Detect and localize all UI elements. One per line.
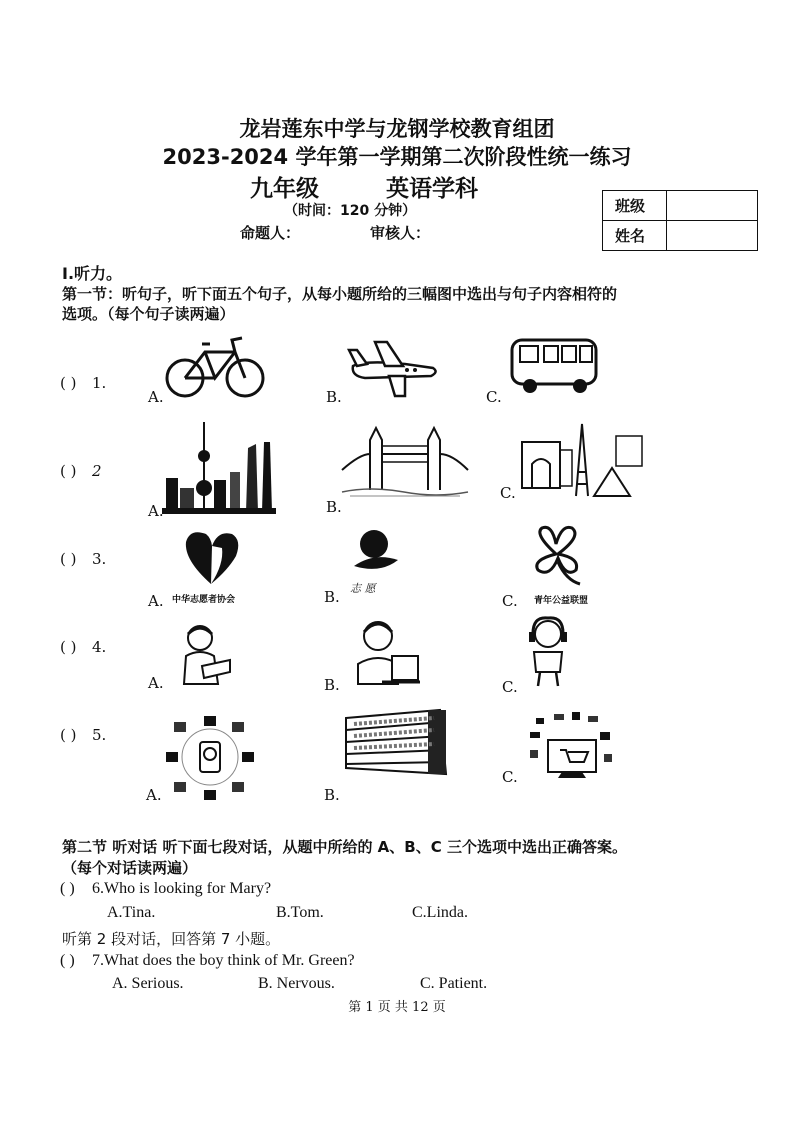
part2-instruction-2: （每个对话读两遍） (62, 859, 198, 877)
boy-headphones-picture[interactable] (524, 616, 574, 688)
bicycle-picture[interactable] (160, 330, 270, 400)
supermarket-shelves-picture[interactable] (344, 708, 448, 778)
bus-picture[interactable] (506, 334, 601, 396)
option-b: B. (326, 388, 342, 406)
shanghai-skyline-picture[interactable] (160, 418, 278, 516)
q7-option-a: A. Serious. (112, 975, 184, 992)
q6-option-a: A.Tina. (107, 904, 156, 921)
part1-instruction: 第一节：听句子，听下面五个句子，从每小题所给的三幅图中选出与句子内容相符的 (62, 285, 618, 303)
option-a: A. (148, 388, 164, 406)
option-a: A. (148, 592, 164, 610)
school-title: 龙岩莲东中学与龙钢学校教育组团 (239, 117, 555, 141)
q6-option-c: C.Linda. (412, 904, 468, 921)
question-number: 4. (92, 638, 107, 656)
exam-title: 2023-2024 学年第一学期第二次阶段性统一练习 (162, 145, 632, 169)
class-label: 班级 (603, 191, 667, 221)
youth-charity-logo[interactable] (526, 524, 588, 590)
boy-reading-picture[interactable] (178, 622, 234, 690)
subject-label: 英语学科 (386, 176, 478, 202)
answer-bracket[interactable]: ( ) (60, 374, 77, 392)
class-field[interactable] (667, 191, 758, 221)
answer-bracket[interactable]: ( ) (60, 462, 77, 480)
boy-laptop-picture[interactable] (352, 618, 422, 690)
question-number: 5. (92, 726, 107, 744)
option-c: C. (502, 678, 518, 696)
part2-instruction: 第二节 听对话 听下面七段对话，从题中所给的 A、B、C 三个选项中选出正确答案。 (62, 838, 627, 856)
q7-option-c: C. Patient. (420, 975, 488, 992)
student-info-box (602, 190, 758, 251)
option-c: C. (502, 592, 518, 610)
option-a: A. (148, 502, 164, 520)
online-shopping-screen-picture[interactable] (526, 710, 616, 780)
option-b: B. (324, 676, 340, 694)
option-c: C. (486, 388, 502, 406)
dialog-note: 听第 2 段对话，回答第 7 小题。 (62, 930, 281, 948)
volunteer-heart-logo[interactable] (178, 526, 244, 588)
logo-caption-a: 中华志愿者协会 (172, 595, 236, 605)
section-title: Ⅰ.听力。 (62, 264, 123, 283)
question-6-text: 6.Who is looking for Mary? (92, 880, 272, 897)
tower-bridge-picture[interactable] (340, 420, 470, 500)
paris-landmarks-picture[interactable] (520, 420, 645, 500)
grade-label: 九年级 (250, 176, 319, 202)
setter-label: 命题人： (240, 224, 301, 242)
option-a: A. (146, 786, 162, 804)
volunteer-hands-logo[interactable] (350, 526, 404, 578)
option-c: C. (502, 768, 518, 786)
time-label: （时间：120 分钟） (284, 203, 417, 219)
name-field[interactable] (667, 221, 758, 251)
logo-caption-b: 志 愿 (350, 582, 376, 595)
page-footer: 第 1 页 共 12 页 (348, 1000, 446, 1015)
q7-option-b: B. Nervous. (258, 975, 335, 992)
reviewer-label: 审核人： (370, 224, 431, 242)
option-c: C. (500, 484, 516, 502)
answer-bracket[interactable]: ( ) (60, 880, 75, 897)
option-b: B. (326, 498, 342, 516)
q6-option-b: B.Tom. (276, 904, 324, 921)
question-number: 3. (92, 550, 107, 568)
answer-bracket[interactable]: ( ) (60, 952, 75, 969)
answer-bracket[interactable]: ( ) (60, 638, 77, 656)
answer-bracket[interactable]: ( ) (60, 550, 77, 568)
name-label: 姓名 (603, 221, 667, 251)
question-number: 1. (92, 374, 107, 392)
part1-instruction-2: 选项。（每个句子读两遍） (62, 305, 235, 323)
option-b: B. (324, 588, 340, 606)
question-7-text: 7.What does the boy think of Mr. Green? (92, 952, 355, 969)
airplane-picture[interactable] (345, 338, 440, 400)
answer-bracket[interactable]: ( ) (60, 726, 77, 744)
online-payment-icons-picture[interactable] (162, 712, 258, 802)
option-a: A. (148, 674, 164, 692)
question-number: 2 (92, 462, 102, 480)
logo-caption-c: 青年公益联盟 (534, 596, 589, 606)
option-b: B. (324, 786, 340, 804)
